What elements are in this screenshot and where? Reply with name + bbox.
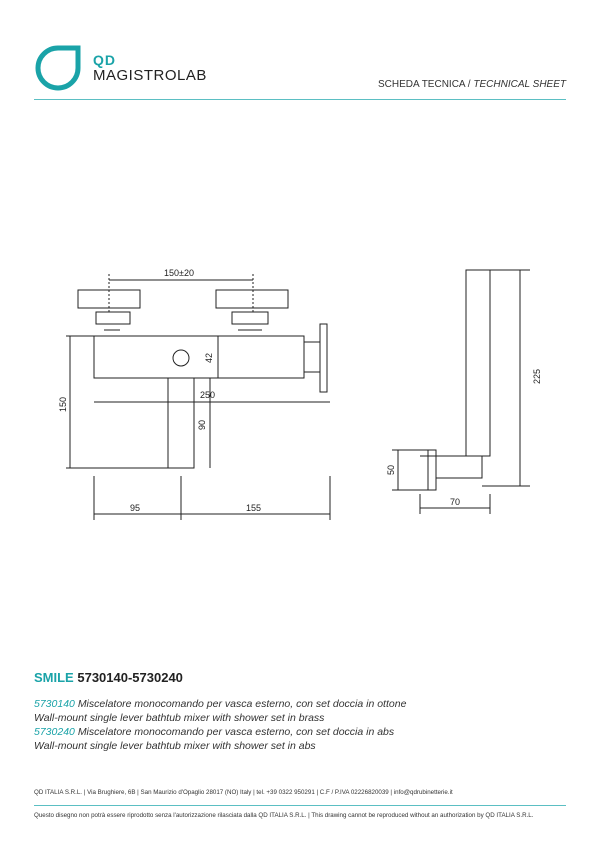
hand-shower — [466, 270, 490, 456]
sheet-label — [378, 79, 566, 90]
footer-divider — [34, 805, 566, 806]
dim-50: 50 — [386, 464, 396, 475]
desc-text: Miscelatore monocomando per vasca esterno, con set doccia in abs — [77, 726, 395, 738]
dim-90: 90 — [197, 419, 207, 430]
company-info: QD ITALIA S.R.L. | Via Brughiere, 6B | San Maurizio d'Opaglio 28017 (NO) Italy | tel. +39 0322 950291 | C.F / P.IVA 02226820039 | info@qdrubinetterie.it — [34, 789, 453, 796]
desc-text: Miscelatore monocomando per vasca esterno, con set doccia in ottone — [77, 698, 407, 710]
shower-bracket-arm — [436, 456, 482, 478]
desc-line — [34, 739, 406, 753]
mixer-body — [94, 336, 304, 378]
sheet-label-sep: / — [465, 79, 474, 90]
disclaimer: Questo disegno non potrà essere riprodotto senza l'autorizzazione rilasciata dalla QD ITALIA S.R.L. | This drawing cannot be reproduced without an authorization by QD ITALIA S.R.L. — [34, 812, 534, 819]
dim-70: 70 — [450, 497, 461, 507]
side-nut — [304, 342, 320, 372]
dim-155: 155 — [246, 503, 262, 513]
spout — [168, 378, 194, 468]
desc-line — [34, 711, 406, 725]
left-connector — [96, 312, 130, 324]
right-handle — [216, 290, 288, 308]
dim-225: 225 — [532, 368, 542, 384]
dim-250: 250 — [200, 390, 216, 400]
sheet-label-en: TECHNICAL SHEET — [473, 79, 566, 90]
technical-drawing — [0, 250, 600, 530]
brand-top: QD — [93, 52, 116, 68]
header-divider — [34, 99, 566, 100]
desc-text: Wall-mount single lever bathtub mixer with shower set in brass — [34, 712, 325, 724]
desc-code: 5730140 — [34, 698, 75, 710]
qd-logo-icon — [34, 44, 82, 96]
desc-text: Wall-mount single lever bathtub mixer with shower set in abs — [34, 740, 316, 752]
dim-42: 42 — [204, 352, 214, 363]
dim-150: 150 — [58, 396, 68, 412]
dim-95: 95 — [130, 503, 141, 513]
desc-code: 5730240 — [34, 726, 75, 738]
product-codes: 5730140-5730240 — [77, 670, 183, 685]
right-connector — [232, 312, 268, 324]
product-description — [34, 697, 406, 753]
dim-spacing: 150±20 — [164, 268, 194, 278]
mixer-knob — [173, 350, 189, 366]
desc-line — [34, 725, 406, 739]
sheet-label-it: SCHEDA TECNICA — [377, 79, 466, 90]
brand-bottom: MAGISTROLAB — [93, 67, 207, 84]
product-title — [34, 670, 183, 685]
desc-line — [34, 697, 406, 711]
product-name: SMILE — [34, 670, 74, 685]
wall-flange — [320, 324, 327, 392]
